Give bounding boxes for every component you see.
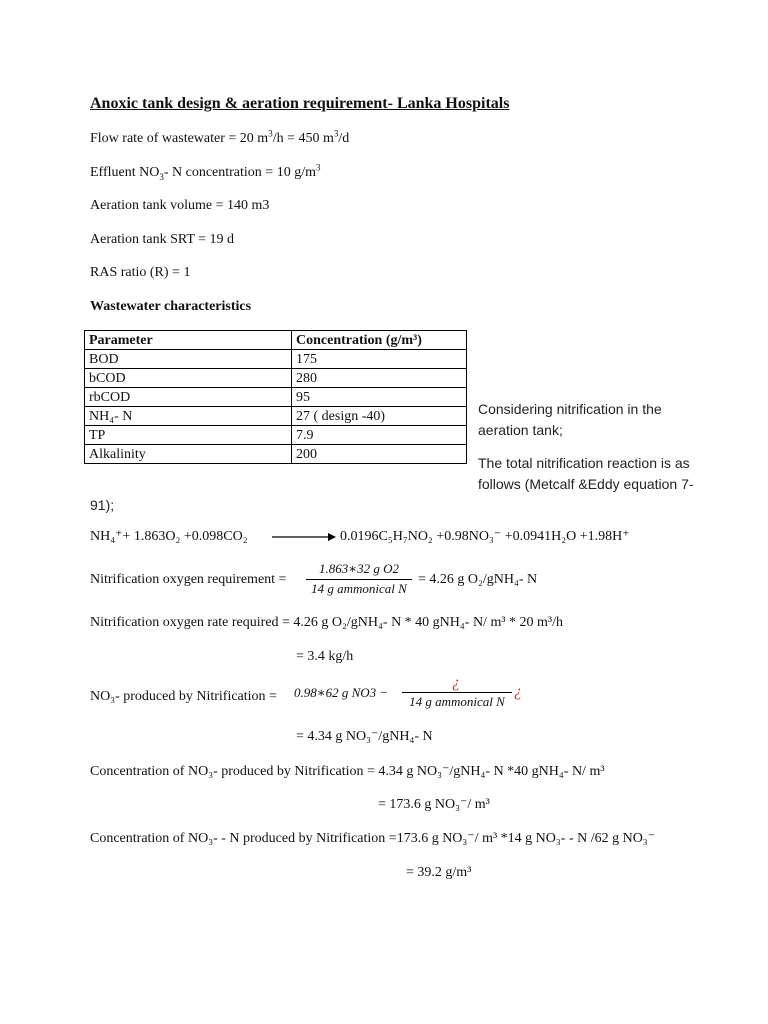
table-cell: 7.9 — [292, 426, 467, 445]
table-cell: 95 — [292, 388, 467, 407]
no3-produced-label: NO₃- produced by Nitrification = — [90, 689, 277, 704]
table-row — [85, 407, 467, 426]
table-cell: BOD — [85, 350, 292, 369]
nit-oxy-req-result: = 4.26 g O₂/gNH₄- N — [418, 572, 538, 587]
fraction-numerator: 1.863∗32 g O2 — [319, 561, 399, 576]
table-cell: bCOD — [85, 369, 292, 388]
nit-oxy-req-label: Nitrification oxygen requirement = — [90, 572, 287, 587]
characteristics-table — [84, 330, 467, 464]
table-cell: 175 — [292, 350, 467, 369]
reaction-arrow-icon — [272, 530, 336, 544]
table-row — [85, 369, 467, 388]
conc-no3n-line: Concentration of NO₃- - N produced by Nitrification =173.6 g NO₃⁻/ m³ *14 g NO₃- - N /62 g NO₃⁻ — [90, 831, 656, 846]
table-cell: 200 — [292, 445, 467, 464]
conc-no3n-result: = 39.2 g/m³ — [406, 865, 472, 880]
table-row — [85, 388, 467, 407]
fraction-denominator: 14 g ammonical N — [311, 581, 407, 596]
flow-rate-line: Flow rate of wastewater = 20 $m^3/h = 450$ $m^3/d$ — [90, 128, 350, 146]
effluent-line: Effluent $NO_3-$ N concentration = 10 $g/m^3$ — [90, 162, 321, 182]
no3-mark-numerator: ¿ — [452, 674, 460, 691]
side-note-line: The total nitrification reaction is as — [478, 455, 690, 471]
fraction-denominator: 14 g ammonical N — [409, 694, 505, 709]
nit-oxy-rate-result: = 3.4 kg/h — [296, 649, 354, 664]
wastewater-heading: Wastewater characteristics — [90, 299, 252, 314]
reaction-left: NH₄⁺+ 1.863O₂ +0.098CO₂ — [90, 529, 248, 544]
page-title: Anoxic tank design & aeration requirement- Lanka Hospitals — [90, 95, 510, 112]
aeration-srt-line: Aeration tank SRT = 19 d — [90, 232, 235, 247]
header-cell: Concentration (g/m³) — [292, 331, 467, 350]
no3-produced-result: = 4.34 g NO₃⁻/gNH₄- N — [296, 729, 433, 744]
table-row — [85, 445, 467, 464]
aeration-volume-line: Aeration tank volume = 140 m3 — [90, 198, 270, 213]
fraction-line — [306, 579, 412, 580]
fraction-line — [402, 692, 512, 693]
table-cell: 280 — [292, 369, 467, 388]
reaction-right: 0.0196C₅H₇NO₂ +0.98NO₃⁻ +0.0941H₂O +1.98H⁺ — [340, 529, 630, 544]
table-header-row — [85, 331, 467, 350]
no3-produced-expr: 0.98∗62 g NO3 − — [294, 685, 389, 700]
table-cell: Alkalinity — [85, 445, 292, 464]
table-cell: 27 ( design -40) — [292, 407, 467, 426]
header-cell: Parameter — [85, 331, 292, 350]
table-row — [85, 426, 467, 445]
ras-ratio-line: RAS ratio (R) = 1 — [90, 265, 191, 280]
table-cell: TP — [85, 426, 292, 445]
side-note-continuation: 91); — [90, 497, 115, 513]
side-note-line: Considering nitrification in the — [478, 401, 662, 417]
no3-mark-trailing: ¿ — [514, 683, 522, 700]
conc-no3-result: = 173.6 g NO₃⁻/ m³ — [378, 797, 490, 812]
side-note-line: follows (Metcalf &Eddy equation 7- — [478, 476, 694, 492]
side-note-line: aeration tank; — [478, 422, 563, 438]
conc-no3-line: Concentration of NO₃- produced by Nitrification = 4.34 g NO₃⁻/gNH₄- N *40 gNH₄- N/ m³ — [90, 764, 605, 779]
nit-oxy-rate-line: Nitrification oxygen rate required = 4.26 g O₂/gNH₄- N * 40 gNH₄- N/ m³ * 20 m³/h — [90, 615, 564, 630]
table-cell: NH₄- N — [85, 407, 292, 426]
table-row — [85, 350, 467, 369]
table-cell: rbCOD — [85, 388, 292, 407]
